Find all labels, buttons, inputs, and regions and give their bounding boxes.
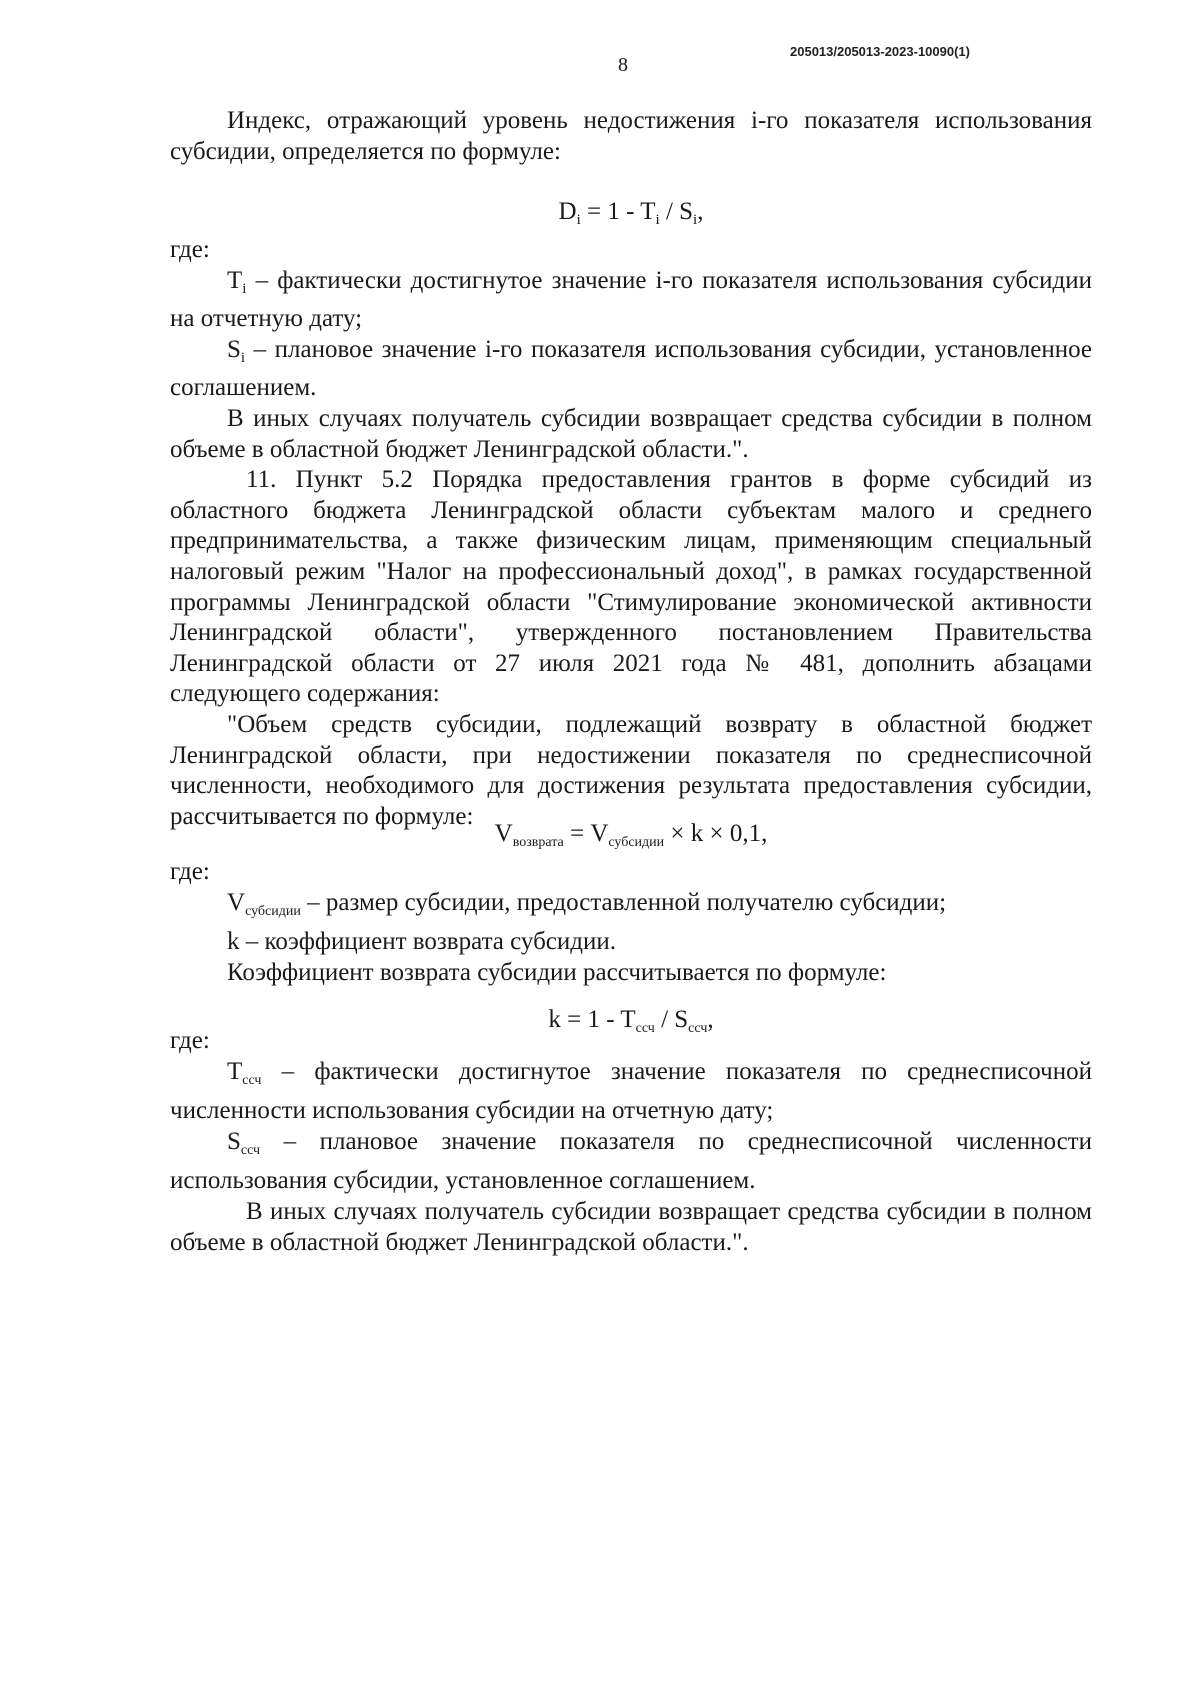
page-number: 8: [618, 54, 628, 76]
definition-k: k – коэффициент возврата субсидии.: [227, 928, 617, 956]
definition-sssch: $S_{ссч}$ – плановое значение показателя по среднесписочной численности использования субсидии, установленное соглашением.: [170, 1127, 1092, 1195]
formula-k: $k = 1 - T_{ссч} / S_{ссч}$,: [548, 1006, 714, 1036]
formula-di: $D_i = 1 - T_i / S_i$,: [558, 198, 704, 228]
intro-block: [170, 106, 1092, 167]
document-id: 205013/205013-2023-10090(1): [790, 44, 970, 59]
definition-ti: $T_i$ – фактически достигнутое значение i-го показателя использования субсидии на отчетную дату;: [170, 266, 1092, 333]
paragraph-k-formula: Коэффициент возврата субсидии рассчитывается по формуле:: [227, 958, 887, 986]
paragraph-other-cases-2: В иных случаях получатель субсидии возвращает средства субсидии в полном объеме в областной бюджет Ленинградской области.".: [170, 1197, 1092, 1256]
where-label: где:: [170, 1027, 210, 1054]
definition-tssch: $T_{ссч}$ – фактически достигнутое значение показателя по среднесписочной численности использования субсидии на отчетную дату;: [170, 1057, 1092, 1125]
paragraph-index-intro: Индекс, отражающий уровень недостижения i-го показателя использования субсидии, определяется по формуле:: [170, 107, 1092, 165]
paragraph-item-11: 11. Пункт 5.2 Порядка предоставления грантов в форме субсидий из областного бюджета Ленинградской области субъектам малого и среднего предпринимательства, а также физическим лицам, применяющим специальный налоговый режим "Налог на профессиональный доход", в рамках государственной программы Ленинградской области "Стимулирование экономической активности Ленинградской области", утвержденного постановлением Правительства Ленинградской области от 27 июля 2021 года № 481, дополнить абзацами следующего содержания:: [170, 466, 1092, 708]
definitions-block-3: [170, 1026, 1092, 1258]
paragraph-other-cases-1: В иных случаях получатель субсидии возвращает средства субсидии в полном объеме в областной бюджет Ленинградской области.".: [170, 404, 1092, 463]
definition-si: $S_i$ – плановое значение i-го показателя использования субсидии, установленное соглашением.: [170, 335, 1092, 402]
definitions-block-2: [170, 857, 1092, 988]
paragraph-volume: "Объем средств субсидии, подлежащий возврату в областной бюджет Ленинградской области, при недостижении показателя по среднесписочной численности, необходимого для достижения результата предоставления субсидии, рассчитывается по формуле:: [170, 710, 1092, 830]
formula-v-return: $V_{возврата} = V_{субсидии} \times k \times 0,1$,: [494, 820, 768, 850]
definitions-block-1: [170, 235, 1092, 832]
definition-vsub: $V_{субсидии}$ – размер субсидии, предоставленной получателю субсидии;: [227, 888, 947, 919]
where-label: где:: [170, 858, 210, 885]
where-label: где:: [170, 236, 210, 263]
